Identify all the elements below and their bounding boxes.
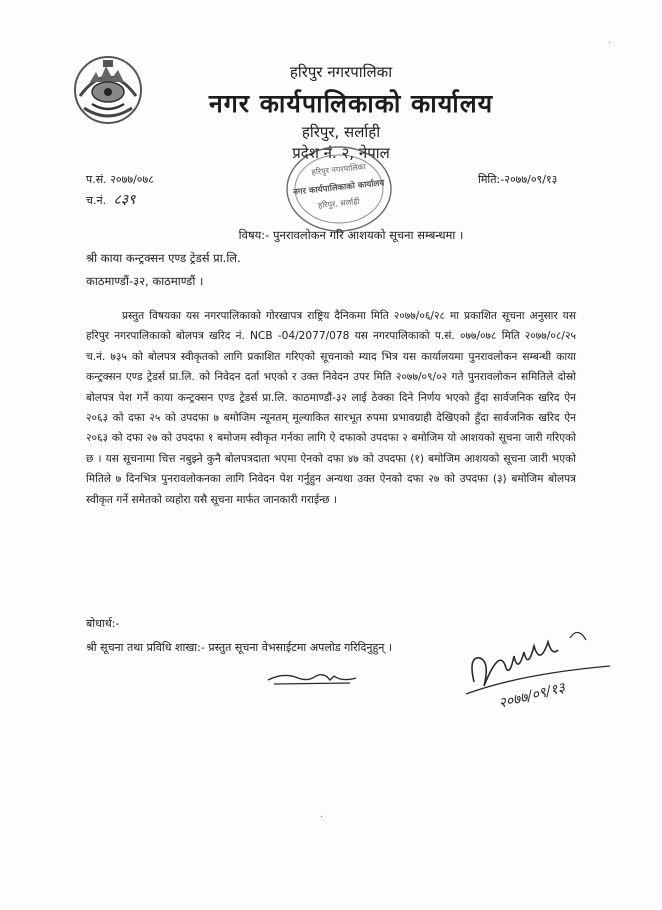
signature-date: २०७७/०९/१३ (497, 679, 567, 712)
ps-label: प.सं. (86, 173, 107, 186)
letter-date (478, 172, 557, 187)
letter-cn-number (86, 190, 135, 209)
seal-text-mid: नगर कार्यपालिकाको कार्यालय (292, 178, 385, 198)
addressee-address: काठमाण्डौं-३२, काठमाण्डौं । (86, 274, 204, 288)
ps-value: २०७७/०७८ (110, 173, 154, 186)
addressee-name: श्री काया कन्ट्रक्सन एण्ड ट्रेडर्स प्रा.लि. (86, 251, 241, 265)
cn-label: च.नं. (86, 194, 107, 207)
cn-value-handwritten: ८३९ (113, 192, 136, 208)
page-mark: · (320, 812, 324, 823)
office-title: नगर कार्यपालिकाको कार्यालय (208, 89, 494, 118)
municipality-name: हरिपुर नगरपालिका (289, 63, 393, 81)
office-seal-stamp (280, 140, 398, 238)
province-line: प्रदेश नं. २, नेपाल (292, 144, 390, 162)
letter-ps-number (86, 172, 154, 187)
cc-recipient: श्री सूचना तथा प्रविधि शाखा:- प्रस्तुत सूचना वेभसाईटमा अपलोड गरिदिनुहुन् । (86, 641, 393, 654)
letter-body: प्रस्तुत विषयका यस नगरपालिकाको गोरखापत्र राष्ट्रिय दैनिकमा मिति २०७७/०६/२८ मा प्रकाशित सूचना अनुसार यस हरिपुर नगरपालिकाको बोलपत्र खरिद नं. NCB -04/2077/078 यस नगरपालिकाको प.सं. ०७७/०७८ मिति २०७७/०८/२५ च.नं. ७३५ को बोलपत्र स्वीकृतको लागि प्रकाशित गरिएको सूचनाको म्याद भित्र यस कार्यालयमा पुनरावलोकन सम्बन्धी काया कन्ट्रक्सन एण्ड ट्रेडर्स प्रा.लि. को निवेदन दर्ता भएको र उक्त निवेदन उपर मिति २०७७/०९/०२ गते पुनरावलोकन समितिले दोस्रो बोलपत्र पेश गर्ने काया कन्ट्रक्सन एण्ड ट्रेडर्स प्रा.लि. काठमाण्डौं-३२ लाई ठेक्का दिने निर्णय भएको हुँदा सार्वजनिक खरिद ऐन २०६३ को दफा २५ को उपदफा ७ बमोजिम न्यूनतम् मूल्याकित सारभूत रुपमा प्रभावग्राही देखिएको हुँदा सार्वजनिक खरिद ऐन २०६३ को दफा २७ को उपदफा १ बमोजम स्वीकृत गर्नका लागि ऐ दफाको उपदफा २ बमोजिम यो आशयको सूचना जारी गरिएको छ । यस सूचनामा चित्त नबुझ्ने कुनै बोलपत्रदाता भएमा ऐनको दफा ४७ को उपदफा (१) बमोजिम आशयको सूचना जारी भएको मितिले ७ दिनभित्र पुनरावलोकनका लागि निवेदन पेश गर्नुहुन अन्यथा उक्त ऐनको दफा २७ को उपदफा (३) बमोजिम बोलपत्र स्वीकृत गर्ने समेतको व्यहोरा यसै सूचना मार्फत जानकारी गराईन्छ । (86, 310, 576, 506)
handwritten-initials (264, 668, 360, 690)
cc-label: बोधार्थ:- (86, 617, 120, 630)
letter-subject: विषय:- पुनरावलोकन गरि आशयको सूचना सम्बन्धमा । (238, 228, 464, 242)
seal-text-bottom: हरिपुर, सर्लाही (317, 196, 360, 211)
margin-speck: · (608, 38, 612, 49)
handwritten-signature (460, 616, 628, 728)
office-location: हरिपुर, सर्लाही (301, 123, 381, 141)
seal-text-top: हरिपुर नगरपालिका (311, 162, 367, 177)
date-value: २०७७/०९/१३ (504, 173, 558, 186)
date-label: मिति:- (478, 173, 505, 186)
